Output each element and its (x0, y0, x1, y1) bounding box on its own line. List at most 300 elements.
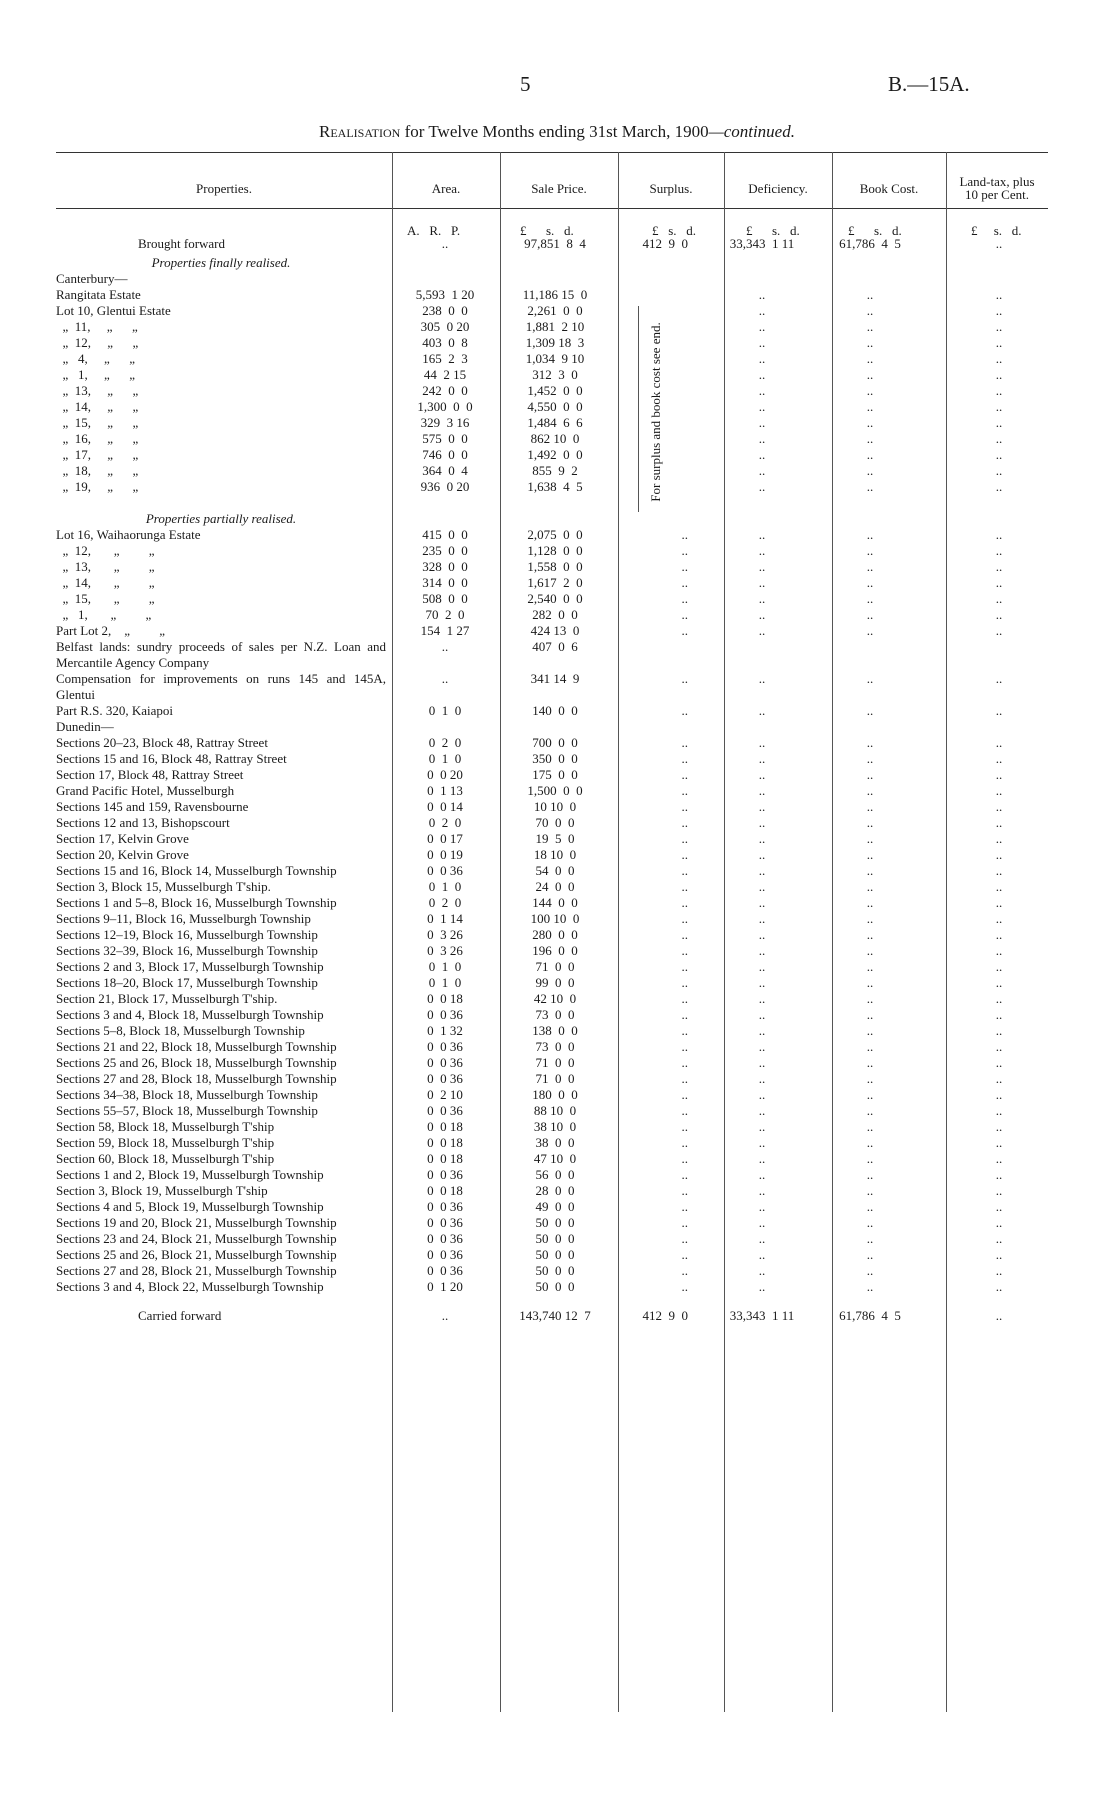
property-cell: Section 17, Block 48, Rattray Street (56, 767, 244, 782)
surplus-cell: .. (681, 799, 688, 814)
property-cell: Sections 1 and 5–8, Block 16, Musselburgh Township (56, 895, 337, 910)
area-cell: 0 0 36 (427, 1039, 463, 1054)
property-cell: Sections 3 and 4, Block 22, Musselburgh Township (56, 1279, 324, 1294)
sale-price-cell: 42 10 0 (533, 991, 577, 1006)
sale-price-cell: 341 14 9 (530, 671, 580, 686)
land-tax-cell: .. (995, 319, 1003, 334)
property-cell: Lot 16, Waihaorunga Estate (56, 527, 201, 542)
land-tax-cell: .. (995, 703, 1003, 718)
deficiency-cell: .. (758, 863, 766, 878)
land-tax-cell: .. (995, 1167, 1003, 1182)
land-tax-cell: .. (995, 1007, 1003, 1022)
property-cell: Sections 18–20, Block 17, Musselburgh Township (56, 975, 318, 990)
area-cell: 0 1 0 (428, 959, 462, 974)
deficiency-cell: .. (758, 927, 766, 942)
book-cost-cell: .. (866, 1167, 874, 1182)
area-cell: 0 0 18 (427, 991, 463, 1006)
area-cell: 0 0 36 (427, 863, 463, 878)
surplus-cell: .. (681, 783, 688, 798)
deficiency-cell: .. (758, 575, 766, 590)
unit-deficiency: £ s. d. (746, 223, 800, 238)
sale-price-cell: 4,550 0 0 (527, 399, 583, 414)
land-tax-cell: .. (995, 1263, 1003, 1278)
table-top-rule (56, 152, 1048, 153)
deficiency-cell: .. (758, 463, 766, 478)
table-row (56, 463, 1048, 479)
table-row (56, 271, 1048, 287)
sale-price-cell: 50 0 0 (535, 1279, 575, 1294)
table-row (56, 1167, 1048, 1183)
sale-price-cell: 71 0 0 (535, 959, 575, 974)
sale-price-cell: 50 0 0 (535, 1247, 575, 1262)
book-cost-cell: .. (866, 1199, 874, 1214)
property-cell: Carried forward (138, 1308, 222, 1323)
property-cell: Sections 32–39, Block 16, Musselburgh Township (56, 943, 318, 958)
section-heading (56, 255, 1048, 271)
book-cost-cell: 61,786 4 5 (839, 1308, 901, 1323)
deficiency-cell: .. (758, 607, 766, 622)
property-cell: Rangitata Estate (56, 287, 141, 302)
area-cell: 0 2 0 (428, 735, 462, 750)
land-tax-cell: .. (995, 879, 1003, 894)
land-tax-cell: .. (995, 1279, 1003, 1294)
book-cost-cell: .. (866, 1231, 874, 1246)
surplus-cell: .. (681, 1087, 688, 1102)
surplus-cell: .. (681, 1215, 688, 1230)
area-cell: 0 0 36 (427, 1167, 463, 1182)
area-cell: 238 0 0 (422, 303, 468, 318)
land-tax-cell: .. (995, 943, 1003, 958)
table-row (56, 527, 1048, 543)
book-cost-cell: .. (866, 415, 874, 430)
deficiency-cell: .. (758, 735, 766, 750)
land-tax-cell: .. (995, 415, 1003, 430)
deficiency-cell: .. (758, 383, 766, 398)
table-row (56, 911, 1048, 927)
surplus-cell: .. (681, 975, 688, 990)
book-cost-cell: .. (866, 351, 874, 366)
land-tax-cell: .. (995, 847, 1003, 862)
table-row (56, 1039, 1048, 1055)
area-cell: 0 0 36 (427, 1263, 463, 1278)
land-tax-cell: .. (995, 1231, 1003, 1246)
deficiency-cell: .. (758, 847, 766, 862)
document-reference: B.—15A. (888, 72, 970, 96)
table-row (56, 607, 1048, 623)
property-cell: Section 59, Block 18, Musselburgh T'ship (56, 1135, 275, 1150)
land-tax-cell: .. (995, 575, 1003, 590)
property-cell: Lot 10, Glentui Estate (56, 303, 171, 318)
property-cell: Sections 27 and 28, Block 21, Musselburgh Township (56, 1263, 337, 1278)
surplus-cell: .. (681, 671, 688, 686)
sale-price-cell: 1,034 9 10 (525, 351, 585, 366)
deficiency-cell: .. (758, 1039, 766, 1054)
table-row (56, 415, 1048, 431)
property-cell: Sections 15 and 16, Block 14, Musselburgh Township (56, 863, 337, 878)
area-cell: 0 3 26 (427, 943, 463, 958)
book-cost-cell: .. (866, 671, 874, 686)
header-surplus: Surplus. (649, 180, 693, 196)
table-row (56, 1151, 1048, 1167)
book-cost-cell: .. (866, 463, 874, 478)
surplus-cell: .. (681, 1231, 688, 1246)
land-tax-cell: .. (995, 1183, 1003, 1198)
header-deficiency: Deficiency. (748, 180, 808, 196)
table-row (56, 927, 1048, 943)
deficiency-cell: .. (758, 1183, 766, 1198)
deficiency-cell: .. (758, 367, 766, 382)
book-cost-cell: .. (866, 607, 874, 622)
sale-price-cell: 1,881 2 10 (525, 319, 585, 334)
land-tax-cell: .. (995, 1023, 1003, 1038)
book-cost-cell: .. (866, 431, 874, 446)
deficiency-cell: .. (758, 1135, 766, 1150)
property-cell: „ 19, „ „ (56, 479, 139, 494)
land-tax-cell: .. (995, 543, 1003, 558)
deficiency-cell: .. (758, 1215, 766, 1230)
land-tax-cell: .. (995, 431, 1003, 446)
surplus-cell: .. (681, 943, 688, 958)
property-cell: Sections 25 and 26, Block 18, Musselburgh Township (56, 1055, 337, 1070)
area-cell: 0 3 26 (427, 927, 463, 942)
deficiency-cell: .. (758, 527, 766, 542)
area-cell: 235 0 0 (422, 543, 468, 558)
area-cell: 0 0 18 (427, 1135, 463, 1150)
deficiency-cell: .. (758, 1167, 766, 1182)
title-label: Realisation (319, 122, 401, 141)
land-tax-cell: .. (995, 863, 1003, 878)
surplus-cell: .. (681, 991, 688, 1006)
table-row (56, 575, 1048, 591)
area-cell: 0 1 0 (428, 751, 462, 766)
deficiency-cell: .. (758, 1199, 766, 1214)
table-row (56, 975, 1048, 991)
property-cell: Part Lot 2, „ „ (56, 623, 166, 638)
surplus-cell: .. (681, 607, 688, 622)
book-cost-cell: .. (866, 863, 874, 878)
table-row (56, 991, 1048, 1007)
sale-price-cell: 1,558 0 0 (527, 559, 583, 574)
surplus-cell: .. (681, 543, 688, 558)
land-tax-cell: .. (995, 236, 1003, 251)
book-cost-cell: .. (866, 895, 874, 910)
surplus-cell: .. (681, 863, 688, 878)
book-cost-cell: .. (866, 287, 874, 302)
property-cell: Sections 55–57, Block 18, Musselburgh Township (56, 1103, 318, 1118)
deficiency-cell: .. (758, 447, 766, 462)
deficiency-cell: .. (758, 1263, 766, 1278)
table-row (56, 847, 1048, 863)
sale-price-cell: 138 0 0 (532, 1023, 578, 1038)
deficiency-cell: .. (758, 783, 766, 798)
book-cost-cell: .. (866, 399, 874, 414)
area-cell: 364 0 4 (422, 463, 468, 478)
property-cell: Sections 9–11, Block 16, Musselburgh Township (56, 911, 311, 926)
table-row (56, 1007, 1048, 1023)
table-row (56, 735, 1048, 751)
table-body (56, 236, 1048, 1324)
deficiency-cell: .. (758, 703, 766, 718)
sale-price-cell: 28 0 0 (535, 1183, 575, 1198)
area-cell: 0 0 36 (427, 1215, 463, 1230)
sale-price-cell: 143,740 12 7 (519, 1308, 591, 1323)
surplus-cell: .. (681, 927, 688, 942)
surplus-cell: .. (681, 1071, 688, 1086)
deficiency-cell: .. (758, 399, 766, 414)
area-cell: 0 0 36 (427, 1199, 463, 1214)
surplus-cell: .. (681, 1183, 688, 1198)
sale-price-cell: 180 0 0 (532, 1087, 578, 1102)
sale-price-cell: 18 10 0 (533, 847, 577, 862)
sale-price-cell: 1,452 0 0 (527, 383, 583, 398)
surplus-cell: .. (681, 1119, 688, 1134)
deficiency-cell: .. (758, 911, 766, 926)
surplus-cell: 412 9 0 (642, 236, 688, 251)
property-cell: Sections 21 and 22, Block 18, Musselburgh Township (56, 1039, 337, 1054)
book-cost-cell: .. (866, 959, 874, 974)
table-row (56, 1135, 1048, 1151)
surplus-cell: .. (681, 1023, 688, 1038)
land-tax-cell: .. (995, 815, 1003, 830)
area-cell: 0 0 18 (427, 1183, 463, 1198)
book-cost-cell: .. (866, 1039, 874, 1054)
land-tax-cell: .. (995, 1199, 1003, 1214)
surplus-cell: .. (681, 1007, 688, 1022)
sale-price-cell: 73 0 0 (535, 1007, 575, 1022)
land-tax-cell: .. (995, 1135, 1003, 1150)
property-cell: Sections 34–38, Block 18, Musselburgh Township (56, 1087, 318, 1102)
sale-price-cell: 97,851 8 4 (524, 236, 586, 251)
area-cell: 0 0 36 (427, 1007, 463, 1022)
book-cost-cell: .. (866, 767, 874, 782)
book-cost-cell: .. (866, 543, 874, 558)
sale-price-cell: 56 0 0 (535, 1167, 575, 1182)
surplus-cell: .. (681, 815, 688, 830)
property-cell: Sections 25 and 26, Block 21, Musselburgh Township (56, 1247, 337, 1262)
area-cell: 0 0 18 (427, 1119, 463, 1134)
area-cell: 0 1 32 (427, 1023, 463, 1038)
deficiency-cell: .. (758, 799, 766, 814)
land-tax-cell: .. (995, 303, 1003, 318)
deficiency-cell: .. (758, 1087, 766, 1102)
page-number: 5 (520, 72, 531, 96)
area-cell: 329 3 16 (420, 415, 470, 430)
sale-price-cell: 38 0 0 (535, 1135, 575, 1150)
book-cost-cell: .. (866, 991, 874, 1006)
surplus-note-text: For surplus and book cost see end. (648, 322, 663, 502)
sale-price-cell: 855 9 2 (532, 463, 578, 478)
deficiency-cell: .. (758, 1231, 766, 1246)
deficiency-cell: .. (758, 1103, 766, 1118)
land-tax-cell: .. (995, 335, 1003, 350)
sale-price-cell: 50 0 0 (535, 1263, 575, 1278)
sale-price-cell: 38 10 0 (533, 1119, 577, 1134)
property-cell: Belfast lands: sundry proceeds of sales per N.Z. Loan and Mercantile Agency Company (56, 639, 386, 670)
unit-sale: £ s. d. (520, 223, 574, 238)
table-row (56, 447, 1048, 463)
property-cell: Properties partially realised. (145, 511, 297, 526)
surplus-cell: .. (681, 559, 688, 574)
table-row (56, 863, 1048, 879)
surplus-cell: .. (681, 879, 688, 894)
deficiency-cell: .. (758, 879, 766, 894)
book-cost-cell: .. (866, 911, 874, 926)
land-tax-cell: .. (995, 767, 1003, 782)
deficiency-cell: .. (758, 991, 766, 1006)
book-cost-cell: 61,786 4 5 (839, 236, 901, 251)
table-row (56, 1199, 1048, 1215)
property-cell: Part R.S. 320, Kaiapoi (56, 703, 173, 718)
book-cost-cell: .. (866, 1183, 874, 1198)
land-tax-cell: .. (995, 1055, 1003, 1070)
sale-price-cell: 49 0 0 (535, 1199, 575, 1214)
area-cell: 0 1 0 (428, 975, 462, 990)
header-book-cost: Book Cost. (859, 180, 919, 196)
table-row (56, 1263, 1048, 1279)
sale-price-cell: 196 0 0 (532, 943, 578, 958)
area-cell: 242 0 0 (422, 383, 468, 398)
area-cell: 415 0 0 (422, 527, 468, 542)
table-row (56, 767, 1048, 783)
property-cell: „ 4, „ „ (56, 351, 136, 366)
table-row (56, 703, 1048, 719)
table-row (56, 591, 1048, 607)
property-cell: Grand Pacific Hotel, Musselburgh (56, 783, 235, 798)
book-cost-cell: .. (866, 1087, 874, 1102)
book-cost-cell: .. (866, 1151, 874, 1166)
deficiency-cell: .. (758, 1055, 766, 1070)
book-cost-cell: .. (866, 1215, 874, 1230)
property-cell: Section 3, Block 15, Musselburgh T'ship. (56, 879, 271, 894)
land-tax-cell: .. (995, 911, 1003, 926)
surplus-cell: .. (681, 703, 688, 718)
area-cell: 0 0 17 (427, 831, 463, 846)
book-cost-cell: .. (866, 815, 874, 830)
table-row (56, 319, 1048, 335)
sale-price-cell: 100 10 0 (530, 911, 580, 926)
sale-price-cell: 700 0 0 (532, 735, 578, 750)
deficiency-cell: .. (758, 831, 766, 846)
area-cell: 0 0 20 (427, 767, 463, 782)
surplus-cell: .. (681, 527, 688, 542)
sale-price-cell: 24 0 0 (535, 879, 575, 894)
sale-price-cell: 2,261 0 0 (527, 303, 583, 318)
header-rule (56, 208, 1048, 209)
table-row (56, 1247, 1048, 1263)
sale-price-cell: 73 0 0 (535, 1039, 575, 1054)
deficiency-cell: .. (758, 559, 766, 574)
land-tax-cell: .. (995, 735, 1003, 750)
sale-price-cell: 47 10 0 (533, 1151, 577, 1166)
table-row (56, 639, 1048, 671)
area-cell: 0 1 0 (428, 879, 462, 894)
area-cell: .. (441, 236, 449, 251)
deficiency-cell: .. (758, 1247, 766, 1262)
deficiency-cell: .. (758, 1151, 766, 1166)
sale-price-cell: 280 0 0 (532, 927, 578, 942)
surplus-cell: .. (681, 751, 688, 766)
land-tax-cell: .. (995, 1119, 1003, 1134)
property-cell: Sections 1 and 2, Block 19, Musselburgh Township (56, 1167, 324, 1182)
table-row (56, 1119, 1048, 1135)
property-cell: Sections 4 and 5, Block 19, Musselburgh Township (56, 1199, 324, 1214)
surplus-cell: .. (681, 911, 688, 926)
sale-price-cell: 11,186 15 0 (522, 287, 588, 302)
property-cell: Sections 20–23, Block 48, Rattray Street (56, 735, 268, 750)
book-cost-cell: .. (866, 559, 874, 574)
deficiency-cell: .. (758, 543, 766, 558)
surplus-cell: .. (681, 575, 688, 590)
table-row (56, 1071, 1048, 1087)
property-cell: „ 1, „ „ (56, 607, 152, 622)
table-row (56, 367, 1048, 383)
area-cell: 0 1 13 (427, 783, 463, 798)
table-row (56, 831, 1048, 847)
land-tax-cell: .. (995, 1103, 1003, 1118)
table-row (56, 943, 1048, 959)
deficiency-cell: 33,343 1 11 (729, 1308, 795, 1323)
land-tax-cell: .. (995, 351, 1003, 366)
land-tax-cell: .. (995, 607, 1003, 622)
area-cell: 328 0 0 (422, 559, 468, 574)
surplus-cell: .. (681, 847, 688, 862)
deficiency-cell: .. (758, 431, 766, 446)
sale-price-cell: 140 0 0 (532, 703, 578, 718)
area-cell: 305 0 20 (420, 319, 470, 334)
book-cost-cell: .. (866, 879, 874, 894)
area-cell: 0 0 19 (427, 847, 463, 862)
area-cell: 0 0 36 (427, 1231, 463, 1246)
deficiency-cell: .. (758, 351, 766, 366)
unit-land: £ s. d. (971, 223, 1022, 238)
book-cost-cell: .. (866, 527, 874, 542)
table-row (56, 1215, 1048, 1231)
area-cell: 0 2 0 (428, 895, 462, 910)
sale-price-cell: 70 0 0 (535, 815, 575, 830)
deficiency-cell: .. (758, 303, 766, 318)
surplus-cell: .. (681, 1103, 688, 1118)
surplus-cell: .. (681, 1039, 688, 1054)
land-tax-cell: .. (995, 559, 1003, 574)
book-cost-cell: .. (866, 735, 874, 750)
area-cell: .. (441, 639, 449, 654)
area-cell: 70 2 0 (425, 607, 465, 622)
surplus-cell: .. (681, 1263, 688, 1278)
property-cell: „ 12, „ „ (56, 543, 155, 558)
property-cell: Section 20, Kelvin Grove (56, 847, 189, 862)
sale-price-cell: 350 0 0 (532, 751, 578, 766)
sale-price-cell: 1,484 6 6 (527, 415, 583, 430)
property-cell: „ 1, „ „ (56, 367, 136, 382)
sale-price-cell: 99 0 0 (535, 975, 575, 990)
sale-price-cell: 862 10 0 (530, 431, 580, 446)
property-cell: Section 60, Block 18, Musselburgh T'ship (56, 1151, 275, 1166)
land-tax-cell: .. (995, 399, 1003, 414)
property-cell: Section 17, Kelvin Grove (56, 831, 189, 846)
property-cell: „ 11, „ „ (56, 319, 138, 334)
table-row (56, 543, 1048, 559)
land-tax-cell: .. (995, 479, 1003, 494)
land-tax-cell: .. (995, 623, 1003, 638)
land-tax-cell: .. (995, 1151, 1003, 1166)
surplus-cell: .. (681, 591, 688, 606)
deficiency-cell: .. (758, 975, 766, 990)
deficiency-cell: .. (758, 767, 766, 782)
area-cell: 0 0 36 (427, 1103, 463, 1118)
property-cell: Section 21, Block 17, Musselburgh T'ship. (56, 991, 278, 1006)
property-cell: Properties finally realised. (151, 255, 291, 270)
property-cell: Sections 12 and 13, Bishopscourt (56, 815, 230, 830)
